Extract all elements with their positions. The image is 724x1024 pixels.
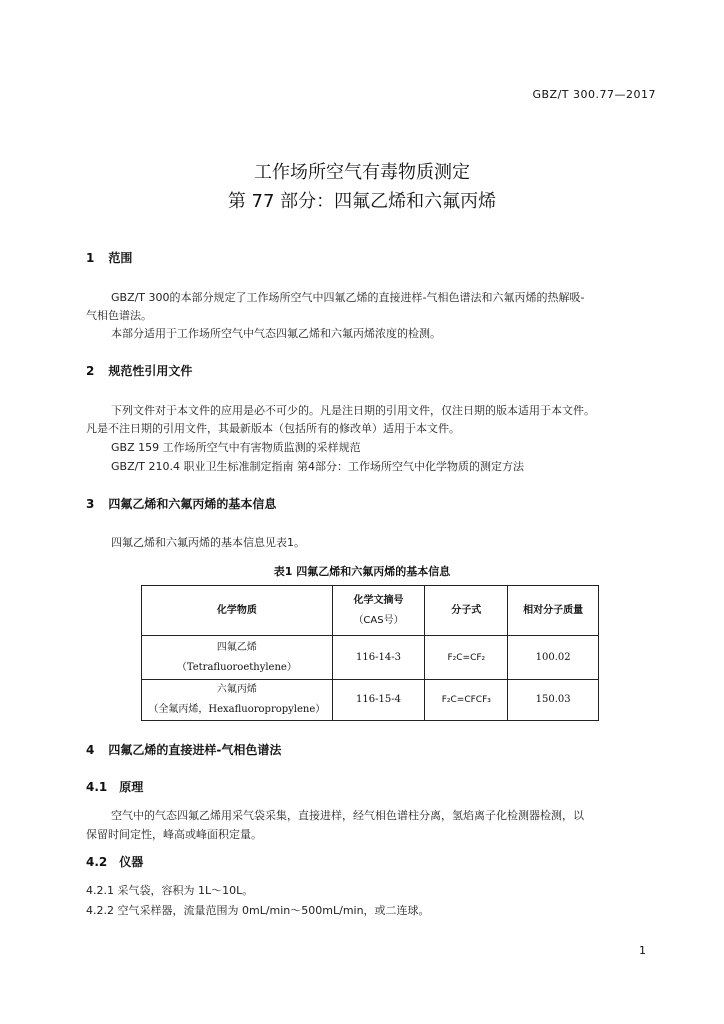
substance-name-en: （全氟丙烯，Hexafluoropropylene） — [148, 704, 326, 715]
subsection-4-1-heading — [86, 778, 143, 795]
section-title: 四氟乙烯的直接进样-气相色谱法 — [108, 743, 282, 757]
section-title: 范围 — [108, 251, 133, 265]
cell-formula: F₂C=CFCF₃ — [425, 680, 508, 721]
section-2-para1-line2: 凡是不注日期的引用文件，其最新版本（包括所有的修改单）适用于本文件。 — [86, 422, 460, 435]
reference-gbz-159: GBZ 159 工作场所空气中有害物质监测的采样规范 — [111, 441, 361, 454]
clause-4-2-1: 4.2.1 采气袋，容积为 1L～10L。 — [86, 884, 254, 897]
section-number: 3 — [86, 497, 95, 511]
subsection-number: 4.1 — [86, 780, 108, 794]
cell-mw: 150.03 — [508, 680, 599, 721]
subsection-title: 原理 — [119, 780, 144, 794]
substance-name: 四氟乙烯 — [216, 641, 257, 653]
cell-substance — [142, 636, 333, 680]
table-row — [142, 680, 599, 721]
table-caption: 表1 四氟乙烯和六氟丙烯的基本信息 — [273, 565, 451, 578]
reference-gbzt-210-4: GBZ/T 210.4 职业卫生标准制定指南 第4部分：工作场所空气中化学物质的测定方法 — [111, 460, 525, 473]
cell-cas: 116-14-3 — [332, 636, 425, 680]
table-row — [142, 636, 599, 680]
section-1-heading — [86, 249, 132, 266]
cell-substance — [142, 680, 333, 721]
section-1-para1-line1: GBZ/T 300的本部分规定了工作场所空气中四氟乙烯的直接进样-气相色谱法和六氟丙烯的热解吸- — [111, 291, 585, 304]
section-title: 四氟乙烯和六氟丙烯的基本信息 — [108, 497, 277, 511]
document-title-line1: 工作场所空气有毒物质测定 — [254, 162, 470, 183]
page-number: 1 — [639, 944, 646, 957]
section-4-heading — [86, 741, 281, 758]
document-title-line2: 第 77 部分：四氟乙烯和六氟丙烯 — [227, 191, 497, 212]
header-mw: 相对分子质量 — [508, 586, 599, 636]
section-2-heading — [86, 362, 192, 379]
basic-info-table — [141, 585, 599, 721]
subsection-4-2-heading — [86, 853, 143, 870]
subsection-4-1-line2: 保留时间定性，峰高或峰面积定量。 — [86, 828, 262, 841]
cell-mw: 100.02 — [508, 636, 599, 680]
substance-name: 六氟丙烯 — [216, 684, 257, 695]
table-header-row — [142, 586, 599, 636]
header-cas-line1: 化学文摘号 — [353, 594, 404, 606]
header-substance: 化学物质 — [142, 586, 333, 636]
section-number: 4 — [86, 743, 95, 757]
subsection-number: 4.2 — [86, 855, 108, 869]
section-number: 1 — [86, 251, 95, 265]
section-3-heading — [86, 495, 276, 512]
section-1-para2: 本部分适用于工作场所空气中气态四氟乙烯和六氟丙烯浓度的检测。 — [111, 327, 441, 340]
section-2-para1-line1: 下列文件对于本文件的应用是必不可少的。凡是注日期的引用文件，仅注日期的版本适用于本文件。 — [111, 404, 595, 417]
subsection-title: 仪器 — [119, 855, 144, 869]
cell-cas: 116-15-4 — [332, 680, 425, 721]
cell-formula: F₂C=CF₂ — [425, 636, 508, 680]
header-formula: 分子式 — [425, 586, 508, 636]
section-1-para1-line2: 气相色谱法。 — [86, 309, 152, 322]
standard-number: GBZ/T 300.77—2017 — [532, 88, 656, 101]
header-cas — [332, 586, 425, 636]
header-cas-line2: （CAS号） — [353, 614, 404, 626]
section-3-para: 四氟乙烯和六氟丙烯的基本信息见表1。 — [111, 536, 305, 549]
section-title: 规范性引用文件 — [108, 364, 193, 378]
subsection-4-1-line1: 空气中的气态四氟乙烯用采气袋采集，直接进样，经气相色谱柱分离，氢焰离子化检测器检测，以 — [111, 809, 584, 822]
substance-name-en: （Tetrafluoroethylene） — [176, 661, 297, 673]
clause-4-2-2: 4.2.2 空气采样器，流量范围为 0mL/min～500mL/min，或二连球。 — [86, 904, 430, 917]
section-number: 2 — [86, 364, 95, 378]
